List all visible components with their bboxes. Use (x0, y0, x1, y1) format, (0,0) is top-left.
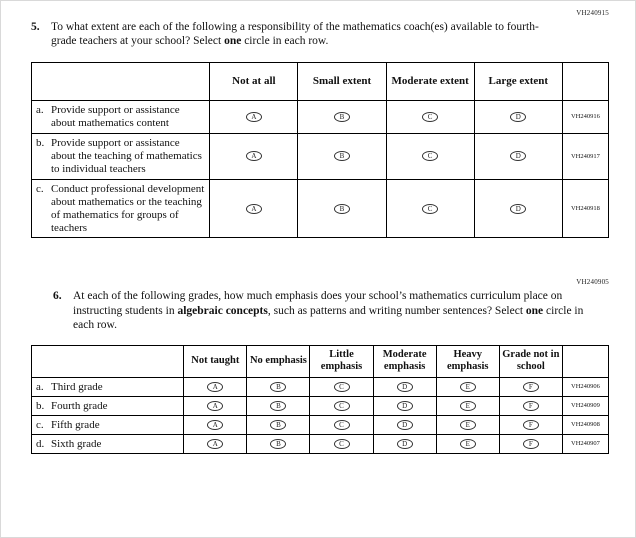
row-text: Third grade (51, 380, 103, 393)
q6-header-empty (32, 345, 184, 377)
answer-circle[interactable]: F (523, 439, 539, 449)
question-6 (53, 289, 609, 332)
question-5-text (51, 20, 563, 49)
answer-circle[interactable]: A (207, 420, 223, 430)
row-code: VH240909 (562, 396, 608, 415)
answer-circle[interactable]: C (334, 420, 350, 430)
row-text: Sixth grade (51, 437, 102, 450)
answer-circle[interactable]: F (523, 420, 539, 430)
q6-header-heavy-emphasis: Heavy emphasis (436, 345, 499, 377)
row-text: Conduct professional development about mathematics or the teaching of mathematics for groups of teachers (51, 182, 205, 234)
answer-circle[interactable]: B (334, 112, 350, 122)
q5-header-row (32, 62, 609, 100)
answer-circle[interactable]: C (334, 401, 350, 411)
row-text: Provide support or assistance about the teaching of mathematics to individual teachers (51, 136, 202, 175)
answer-circle[interactable]: C (422, 204, 438, 214)
question-6-bold-algebraic-concepts: algebraic concepts (177, 304, 268, 317)
question-5-number: 5. (31, 21, 40, 33)
answer-circle[interactable]: A (207, 439, 223, 449)
row-label: c. (36, 418, 44, 431)
q6-row-b-stem (32, 396, 184, 415)
row-label: d. (36, 437, 45, 450)
answer-circle[interactable]: A (207, 382, 223, 392)
answer-circle[interactable]: A (246, 204, 262, 214)
q5-header-code-empty (562, 62, 608, 100)
row-code: VH240917 (562, 133, 608, 179)
q6-row-c-stem (32, 415, 184, 434)
answer-circle[interactable]: D (397, 420, 413, 430)
answer-circle[interactable]: E (460, 420, 476, 430)
q6-table (31, 345, 609, 454)
table-row (32, 377, 609, 396)
q5-header-empty (32, 62, 210, 100)
table-row (32, 415, 609, 434)
question-6-code: VH240905 (576, 278, 609, 287)
q6-header-no-emphasis: No emphasis (247, 345, 310, 377)
question-6-text-part3: circle in each row. (73, 304, 584, 332)
question-6-text-part1: At each of the following grades, how much emphasis does your school’s mathematics curriculum place on instructing students in (73, 290, 563, 317)
answer-circle[interactable]: C (422, 112, 438, 122)
q6-header-moderate-emphasis: Moderate emphasis (373, 345, 436, 377)
q6-header-grade-not-in-school: Grade not in school (499, 345, 562, 377)
answer-circle[interactable]: B (270, 420, 286, 430)
answer-circle[interactable]: D (397, 382, 413, 392)
q5-row-b-stem (32, 133, 210, 179)
row-label: b. (36, 399, 45, 412)
answer-circle[interactable]: D (510, 204, 526, 214)
answer-circle[interactable]: C (334, 382, 350, 392)
row-label: a. (36, 380, 44, 393)
question-6-block (31, 278, 609, 453)
question-6-number: 6. (53, 290, 62, 303)
table-row (32, 434, 609, 453)
row-text: Provide support or assistance about mathematics content (51, 103, 180, 129)
answer-circle[interactable]: E (460, 401, 476, 411)
question-6-bold-one: one (525, 304, 544, 317)
answer-circle[interactable]: C (422, 151, 438, 161)
q6-header-row (32, 345, 609, 377)
row-text: Fifth grade (51, 418, 100, 431)
q5-table (31, 62, 609, 239)
row-code: VH240916 (562, 100, 608, 133)
q6-header-little-emphasis: Little emphasis (310, 345, 373, 377)
question-5 (31, 20, 609, 49)
answer-circle[interactable]: B (334, 204, 350, 214)
answer-circle[interactable]: E (460, 382, 476, 392)
row-code: VH240918 (562, 179, 608, 238)
answer-circle[interactable]: D (510, 112, 526, 122)
table-row (32, 133, 609, 179)
q5-header-large-extent: Large extent (474, 62, 562, 100)
table-row (32, 100, 609, 133)
q6-row-a-stem (32, 377, 184, 396)
row-text: Fourth grade (51, 399, 108, 412)
question-5-text-part1: To what extent are each of the following a responsibility of the mathematics coach(es) available to fourth-grade teachers at your school? Select (51, 21, 539, 48)
answer-circle[interactable]: D (397, 401, 413, 411)
row-code: VH240906 (562, 377, 608, 396)
q6-header-not-taught: Not taught (184, 345, 247, 377)
answer-circle[interactable]: B (270, 401, 286, 411)
q6-header-code-empty (562, 345, 608, 377)
question-5-code: VH240915 (576, 9, 609, 17)
answer-circle[interactable]: A (246, 151, 262, 161)
answer-circle[interactable]: E (460, 439, 476, 449)
table-row (32, 179, 609, 238)
row-label: a. (36, 103, 44, 116)
question-5-bold-one: one (224, 35, 242, 48)
row-code: VH240907 (562, 434, 608, 453)
question-6-text-part2: , such as patterns and writing number sentences? Select (267, 304, 526, 317)
answer-circle[interactable]: B (270, 439, 286, 449)
q5-row-c-stem (32, 179, 210, 238)
q5-header-not-at-all: Not at all (210, 62, 298, 100)
answer-circle[interactable]: F (523, 401, 539, 411)
table-row (32, 396, 609, 415)
q5-header-moderate-extent: Moderate extent (386, 62, 474, 100)
answer-circle[interactable]: B (270, 382, 286, 392)
q5-header-small-extent: Small extent (298, 62, 386, 100)
question-5-text-part2: circle in each row. (241, 35, 329, 48)
row-code: VH240908 (562, 415, 608, 434)
q5-row-a-stem (32, 100, 210, 133)
row-label: b. (36, 136, 45, 149)
answer-circle[interactable]: D (397, 439, 413, 449)
answer-circle[interactable]: B (334, 151, 350, 161)
answer-circle[interactable]: C (334, 439, 350, 449)
answer-circle[interactable]: D (510, 151, 526, 161)
q6-row-d-stem (32, 434, 184, 453)
answer-circle[interactable]: A (246, 112, 262, 122)
question-6-text (73, 289, 585, 332)
answer-circle[interactable]: F (523, 382, 539, 392)
answer-circle[interactable]: A (207, 401, 223, 411)
row-label: c. (36, 182, 44, 195)
